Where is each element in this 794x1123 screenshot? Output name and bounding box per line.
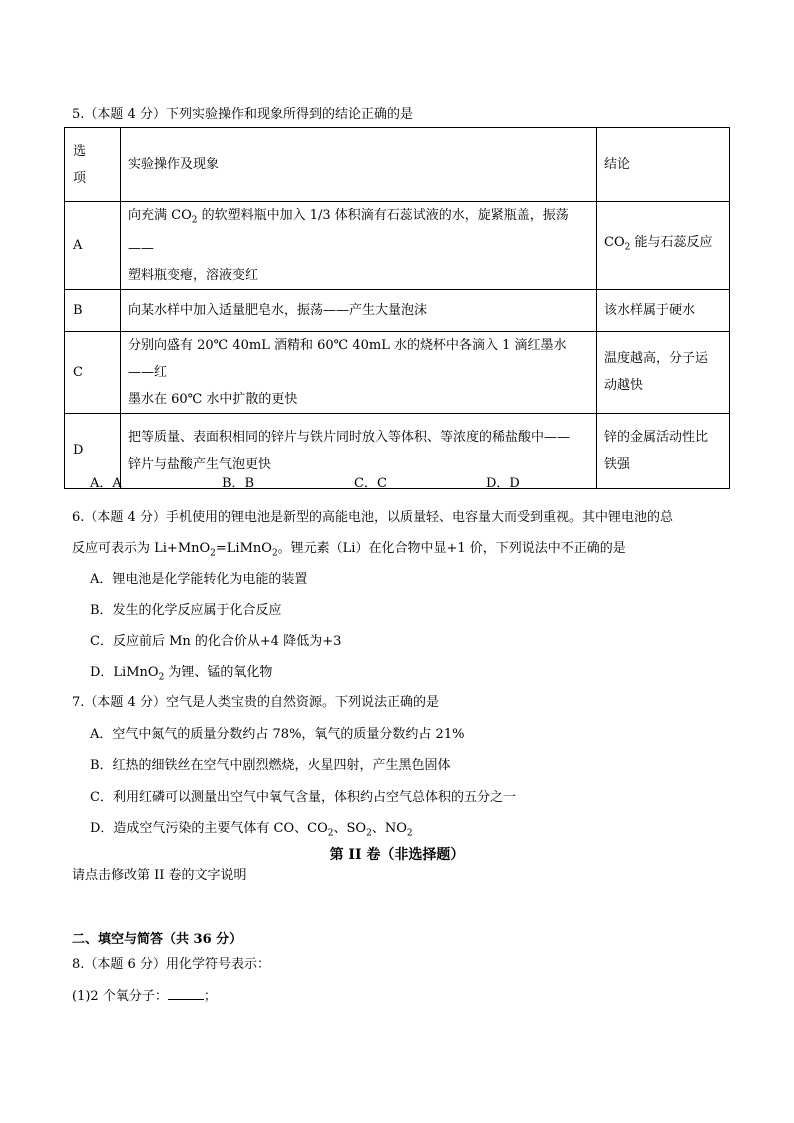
row-label: B xyxy=(65,289,121,331)
part-2-title: 第 II 卷（非选择题） xyxy=(329,847,465,863)
row-label: D xyxy=(65,413,121,488)
choice-b[interactable]: B．B xyxy=(222,476,255,491)
row-operation: 把等质量、表面积相同的锌片与铁片同时放入等体积、等浓度的稀盐酸中—— 锌片与盐酸产生气泡更快 xyxy=(121,413,597,488)
question-6-option-c[interactable]: C．反应前后 Mn 的化合价从+4 降低为+3 xyxy=(90,634,342,649)
question-6-stem-line1: 6.（本题 4 分）手机使用的锂电池是新型的高能电池，以质量轻、电容量大而受到重视。其中锂电池的总 xyxy=(72,510,673,525)
row-operation: 向某水样中加入适量肥皂水，振荡——产生大量泡沫 xyxy=(121,289,597,331)
header-conclusion: 结论 xyxy=(597,128,730,202)
question-7-option-b[interactable]: B．红热的细铁丝在空气中剧烈燃烧，火星四射，产生黑色固体 xyxy=(90,758,451,773)
row-label: A xyxy=(65,202,121,290)
question-6-stem-line2: 反应可表示为 Li+MnO$_2$=LiMnO$_2$。锂元素（Li）在化合物中显+1 价，下列说法中不正确的是 xyxy=(72,541,626,559)
question-5-choices xyxy=(90,472,618,491)
table-row xyxy=(65,331,730,413)
question-7-option-a[interactable]: A．空气中氮气的质量分数约占 78%，氧气的质量分数约占 21% xyxy=(90,727,465,742)
question-8-sub-1: (1)2 个氧分子： ； xyxy=(72,989,217,1004)
question-6-option-b[interactable]: B．发生的化学反应属于化合反应 xyxy=(90,603,282,618)
question-7-stem: 7.（本题 4 分）空气是人类宝贵的自然资源。下列说法正确的是 xyxy=(72,695,439,710)
header-option: 选 项 xyxy=(65,128,121,202)
table-header-row xyxy=(65,128,730,202)
question-6-option-d[interactable]: D．LiMnO$_2$ 为锂、锰的氧化物 xyxy=(90,665,273,683)
row-operation: 向充满 $CO_2$ 的软塑料瓶中加入 1/3 体积滴有石蕊试液的水，旋紧瓶盖，振荡—— 塑料瓶变瘪，溶液变红 xyxy=(121,202,597,290)
question-7-option-c[interactable]: C．利用红磷可以测量出空气中氧气含量，体积约占空气总体积的五分之一 xyxy=(90,790,516,805)
answer-blank[interactable] xyxy=(168,987,204,1000)
choice-c[interactable]: C．C xyxy=(354,476,387,491)
row-conclusion: $CO_2$ 能与石蕊反应 xyxy=(597,202,730,290)
question-5-stem: 5.（本题 4 分）下列实验操作和现象所得到的结论正确的是 xyxy=(72,107,413,122)
row-conclusion: 锌的金属活动性比 铁强 xyxy=(597,413,730,488)
section-2-heading: 二、填空与简答（共 36 分） xyxy=(72,932,243,947)
choice-a[interactable]: A．A xyxy=(90,476,122,491)
row-operation: 分别向盛有 20℃ 40mL 酒精和 60℃ 40mL 水的烧杯中各滴入 1 滴红墨水——红 墨水在 60℃ 水中扩散的更快 xyxy=(121,331,597,413)
table-row xyxy=(65,202,730,290)
question-6-option-a[interactable]: A．锂电池是化学能转化为电能的装置 xyxy=(90,572,308,587)
question-7-option-d[interactable]: D．造成空气污染的主要气体有 CO、$CO_2$、$SO_2$、$NO_2$ xyxy=(90,821,413,839)
row-conclusion: 温度越高，分子运 动越快 xyxy=(597,331,730,413)
header-operation: 实验操作及现象 xyxy=(121,128,597,202)
table-row xyxy=(65,289,730,331)
row-label: C xyxy=(65,331,121,413)
part-2-note[interactable]: 请点击修改第 II 卷的文字说明 xyxy=(72,868,247,883)
choice-d[interactable]: D．D xyxy=(486,476,520,491)
row-conclusion: 该水样属于硬水 xyxy=(597,289,730,331)
question-8-stem: 8.（本题 6 分）用化学符号表示： xyxy=(72,957,270,972)
experiment-table xyxy=(64,127,730,489)
